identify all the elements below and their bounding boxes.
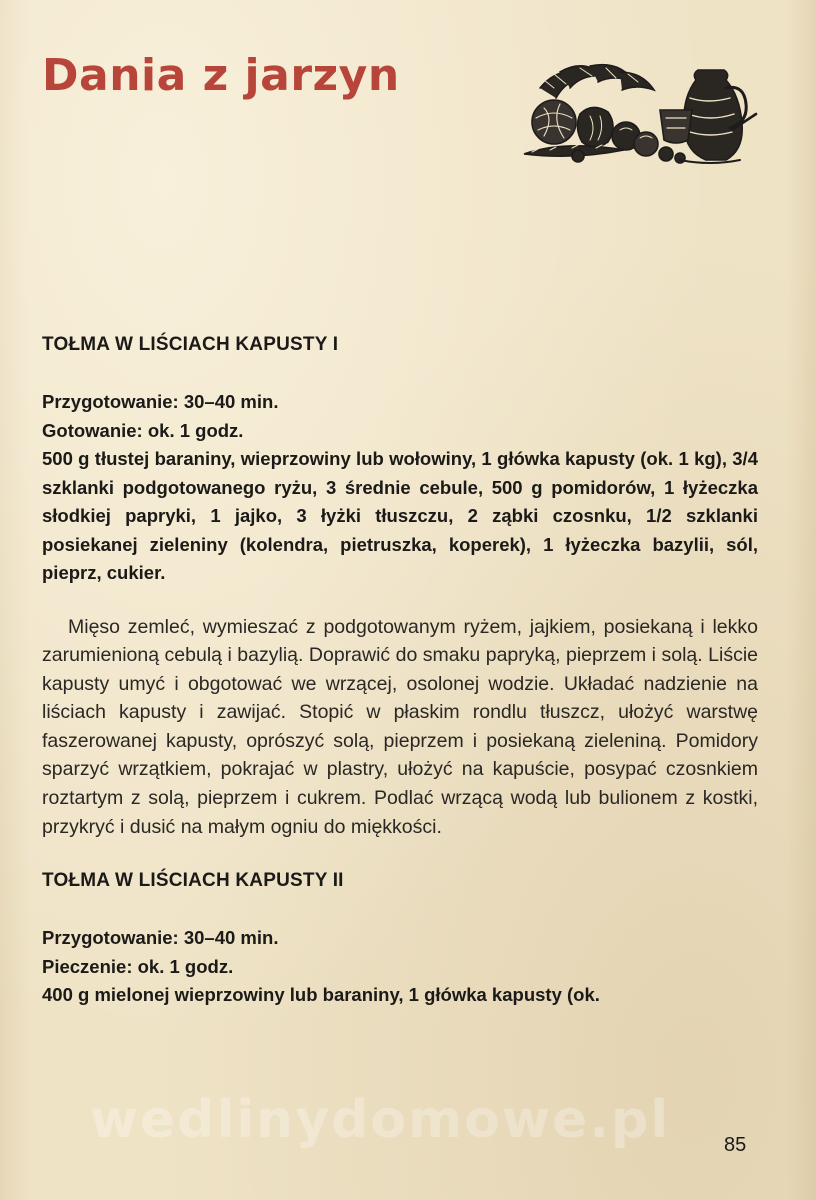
recipe-1-ingredients: 500 g tłustej baraniny, wieprzowiny lub wołowiny, 1 główka kapusty (ok. 1 kg), 3/4 szklanki podgotowanego ryżu, 3 średnie cebule, 500 g pomidorów, 1 łyżeczka słodkiej papryki, 1 jajko, 3 łyżki tłuszczu, 2 ząbki czosnku, 1/2 szklanki posiekanej zieleniny (kolendra, pietruszka, koperek), 1 łyżeczka bazylii, sól, pieprz, cukier. <box>42 448 758 583</box>
recipe-1-cook-time: Gotowanie: ok. 1 godz. <box>42 419 244 441</box>
recipe-2-prep-time: Przygotowanie: 30–40 min. <box>42 927 279 949</box>
recipe-1-prep-time: Przygotowanie: 30–40 min. <box>42 391 279 412</box>
watermark: wedlinydomowe.pl <box>90 1090 671 1150</box>
recipe-1-heading: TOŁMA W LIŚCIACH KAPUSTY I <box>42 334 339 355</box>
vegetables-and-jug-illustration <box>520 58 760 166</box>
page-title: Dania z jarzyn <box>42 50 400 101</box>
page-number: 85 <box>724 1134 747 1156</box>
recipe-2-cook-time: Pieczenie: ok. 1 godz. <box>42 955 234 977</box>
recipe-2-heading: TOŁMA W LIŚCIACH KAPUSTY II <box>42 870 344 892</box>
recipe-2-ingredients: 400 g mielonej wieprzowiny lub baraniny, 1 główka kapusty (ok. <box>42 984 600 1006</box>
recipe-content <box>42 330 758 1010</box>
recipe-1-method: Mięso zemleć, wymieszać z podgotowanym ryżem, jajkiem, posiekaną i lekko zarumienioną cebulą i bazylią. Doprawić do smaku papryką, pieprzem i solą. Liście kapusty umyć i obgotować we wrzącej, osolonej wodzie. Układać nadzienie na liściach kapusty i zawijać. Stopić w płaskim rondlu tłuszcz, ułożyć warstwę faszerowanej kapusty, oprószyć solą, pieprzem i posiekaną zieleniną. Pomidory sparzyć wrzątkiem, pokrajać w plastry, ułożyć na kapuście, posypać czosnkiem roztartym z solą, pieprzem i cukrem. Podlać wrzącą wodą lub bulionem z kostki, przykryć i dusić na małym ogniu do miękkości. <box>42 615 758 838</box>
